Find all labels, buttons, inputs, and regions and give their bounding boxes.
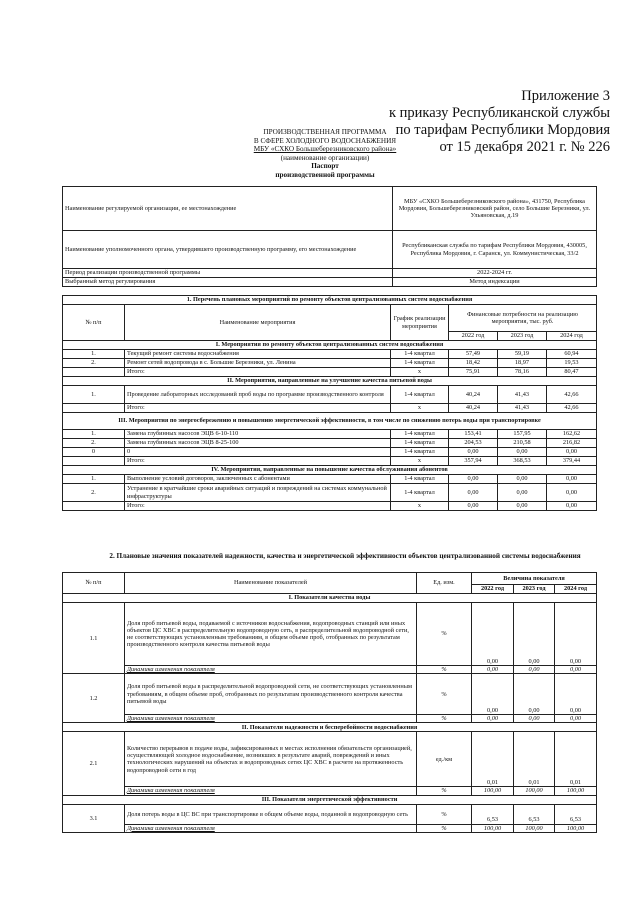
header-line-1: ПРОИЗВОДСТВЕННАЯ ПРОГРАММА — [263, 128, 387, 136]
cell-value: 75,91 — [449, 368, 498, 377]
passport-value: МБУ «СХКО Большеберезниковского района», 431750, Республика Мордовия, Большеберезниковский район, село Большие Березники, ул. Ульяновская, д.19 — [393, 187, 597, 231]
cell-name: Ремонт сетей водопровода в с. Большие Березники, ул. Ленина — [125, 359, 391, 368]
cell-schedule: х — [391, 502, 449, 511]
table-row — [63, 386, 597, 404]
total-row — [63, 404, 597, 413]
cell-value: 100,00 — [555, 787, 597, 795]
cell-dynamics-label: Динамика изменения показателя — [125, 787, 417, 795]
appendix-line-3: по тарифам Республики Мордовия — [395, 122, 610, 138]
cell-value: 100,00 — [555, 824, 597, 832]
cell-unit: % — [417, 715, 472, 723]
cell-unit: ед./км — [417, 732, 472, 787]
col-header-year-2023: 2023 год — [498, 332, 547, 341]
cell-dynamics-label: Динамика изменения показателя — [125, 824, 417, 832]
col-header-year-2022: 2022 год — [449, 332, 498, 341]
cell-value: 0,00 — [449, 475, 498, 484]
cell-value: 100,00 — [514, 787, 555, 795]
cell-value: 42,66 — [547, 386, 597, 404]
appendix-line-1: Приложение 3 — [521, 88, 610, 104]
passport-value: 2022-2024 гг. — [393, 269, 597, 278]
cell-value: 216,82 — [547, 439, 597, 448]
cell-schedule: 1-4 квартал — [391, 439, 449, 448]
cell-num: 0 — [63, 448, 125, 457]
passport-row — [63, 269, 597, 278]
table-row — [63, 448, 597, 457]
cell-value: 100,00 — [472, 787, 514, 795]
col-header-schedule: График реализации мероприятия — [391, 305, 449, 341]
cell-value: 210,58 — [498, 439, 547, 448]
cell-total-label: Итого: — [125, 368, 391, 377]
cell-value: 0,00 — [449, 484, 498, 502]
cell-value: 0,00 — [547, 484, 597, 502]
program-header — [200, 128, 450, 180]
cell-value: 0,00 — [555, 715, 597, 723]
cell-value: 57,49 — [449, 350, 498, 359]
cell-value: 41,43 — [498, 386, 547, 404]
section-title: III. Показатели энергетической эффективности — [63, 795, 597, 804]
table-row — [63, 350, 597, 359]
table-row — [63, 603, 597, 666]
cell-value: 100,00 — [472, 824, 514, 832]
col-header-num: № п/п — [63, 305, 125, 341]
table-row — [63, 804, 597, 824]
cell-value: 18,97 — [498, 359, 547, 368]
col-header-year-2023: 2023 год — [514, 585, 555, 594]
table-row — [63, 430, 597, 439]
table-row — [63, 732, 597, 787]
col-header-name: Наименование мероприятия — [125, 305, 391, 341]
cell-name: Доля проб питьевой воды в распределительной водопроводной сети, не соответствующих установленным требованиям, в общем объеме проб, отобранных по результатам производственного контроля качества питьевой воды — [125, 674, 417, 715]
cell-value: 0,00 — [555, 666, 597, 674]
cell-value: 0,00 — [547, 475, 597, 484]
table-row — [63, 484, 597, 502]
cell-total-label: Итого: — [125, 502, 391, 511]
cell-value: 40,24 — [449, 404, 498, 413]
cell-schedule: х — [391, 457, 449, 466]
cell-schedule: 1-4 квартал — [391, 475, 449, 484]
cell-name: Доля потерь воды в ЦС ВС при транспортировке в общем объеме воды, поданной в водопроводную сеть — [125, 804, 417, 824]
cell-schedule: 1-4 квартал — [391, 386, 449, 404]
cell-value: 41,43 — [498, 404, 547, 413]
dynamics-row — [63, 824, 597, 832]
header-line-5: Паспорт — [311, 162, 339, 171]
passport-row — [63, 231, 597, 269]
header-line-4: (наименование организации) — [280, 153, 370, 162]
cell-value: 6,53 — [514, 804, 555, 824]
cell-unit: % — [417, 804, 472, 824]
cell-value: 19,53 — [547, 359, 597, 368]
cell-value: 40,24 — [449, 386, 498, 404]
cell-num: 2.1 — [63, 732, 125, 795]
cell-value: 0,00 — [514, 674, 555, 715]
cell-value: 0,00 — [498, 448, 547, 457]
cell-value: 0,00 — [547, 448, 597, 457]
cell-name: Доля проб питьевой воды, подаваемой с источников водоснабжения, водопроводных станций или иных объектов ЦС ХВС в распределительную водопроводную сеть, в распределительной водопроводной сети, не соответствующих установленным требованиям, в общем объеме проб, отобранных по результатам производственного контроля качества питьевой воды — [125, 603, 417, 666]
total-row — [63, 502, 597, 511]
section-title: I. Мероприятия по ремонту объектов централизованных систем водоснабжения — [63, 341, 597, 350]
passport-label: Наименование уполномоченного органа, утвердившего производственную программу, его местонахождение — [63, 231, 393, 269]
cell-schedule: х — [391, 404, 449, 413]
cell-num: 1. — [63, 386, 125, 404]
cell-value: 0,00 — [514, 603, 555, 666]
cell-value: 59,19 — [498, 350, 547, 359]
table-row — [63, 359, 597, 368]
cell-value: 357,94 — [449, 457, 498, 466]
cell-value: 42,66 — [547, 404, 597, 413]
cell-value: 100,00 — [514, 824, 555, 832]
cell-value: 18,42 — [449, 359, 498, 368]
col-header-year-2024: 2024 год — [555, 585, 597, 594]
cell-num: 2. — [63, 439, 125, 448]
passport-label: Наименование регулируемой организации, ее местонахождение — [63, 187, 393, 231]
cell-num: 1. — [63, 350, 125, 359]
col-header-value: Величина показателя — [472, 573, 597, 585]
cell-schedule: 1-4 квартал — [391, 350, 449, 359]
cell-unit: % — [417, 674, 472, 715]
cell-value: 379,44 — [547, 457, 597, 466]
cell-num: 3.1 — [63, 804, 125, 832]
cell-value: 0,01 — [472, 732, 514, 787]
cell-schedule: 1-4 квартал — [391, 484, 449, 502]
cell-value: 0,00 — [514, 666, 555, 674]
col-header-finance: Финансовые потребности на реализацию мероприятия, тыс. руб. — [449, 305, 597, 332]
cell-value: 204,53 — [449, 439, 498, 448]
section-title: I. Показатели качества воды — [63, 594, 597, 603]
appendix-line-4: от 15 декабря 2021 г. № 226 — [439, 139, 610, 155]
total-row — [63, 457, 597, 466]
cell-value: 368,53 — [498, 457, 547, 466]
col-header-name: Наименование показателей — [125, 573, 417, 594]
cell-num: 2. — [63, 484, 125, 502]
cell-value: 0,00 — [449, 448, 498, 457]
cell-value: 0,00 — [547, 502, 597, 511]
cell-value: 0,00 — [472, 666, 514, 674]
cell-schedule: х — [391, 368, 449, 377]
cell-name: Замена глубинных насосов ЭЦВ 8-25-100 — [125, 439, 391, 448]
cell-unit: % — [417, 603, 472, 666]
cell-num: 1.2 — [63, 674, 125, 723]
cell-schedule: 1-4 квартал — [391, 359, 449, 368]
cell-total-label: Итого: — [125, 457, 391, 466]
cell-value: 0,01 — [514, 732, 555, 787]
col-header-num: № п/п — [63, 573, 125, 594]
repair-measures-table — [62, 295, 597, 511]
section-title: II. Мероприятия, направленные на улучшение качества питьевой воды — [63, 377, 597, 386]
cell-num: 2. — [63, 359, 125, 368]
cell-value: 0,00 — [555, 674, 597, 715]
cell-value: 6,53 — [472, 804, 514, 824]
cell-schedule: 1-4 квартал — [391, 430, 449, 439]
header-line-3: МБУ «СХКО Большеберезниковского района» — [253, 145, 397, 154]
header-line-6: производственной программы — [275, 170, 375, 179]
cell-value: 0,00 — [472, 603, 514, 666]
indicators-table — [62, 572, 597, 833]
col-header-year-2024: 2024 год — [547, 332, 597, 341]
cell-name: Устранение в кратчайшие сроки аварийных ситуаций и повреждений на системах коммунальной инфраструктуры — [125, 484, 391, 502]
cell-value: 0,00 — [449, 502, 498, 511]
cell-value: 0,00 — [514, 715, 555, 723]
cell-schedule: 1-4 квартал — [391, 448, 449, 457]
cell-total-label: Итого: — [125, 404, 391, 413]
section-title: IV. Мероприятия, направленные на повышение качества обслуживания абонентов — [63, 466, 597, 475]
dynamics-row — [63, 666, 597, 674]
section-title: III. Мероприятия по энергосбережению и повышению энергетической эффективности, в том числе по снижению потерь воды при транспортировке — [63, 413, 597, 430]
total-row — [63, 368, 597, 377]
dynamics-row — [63, 787, 597, 795]
passport-value: Метод индексации — [393, 278, 597, 287]
cell-value: 78,16 — [498, 368, 547, 377]
cell-value: 80,47 — [547, 368, 597, 377]
cell-value: 0,01 — [555, 732, 597, 787]
cell-value: 153,41 — [449, 430, 498, 439]
cell-num: 1.1 — [63, 603, 125, 674]
cell-value: 0,00 — [555, 603, 597, 666]
table-row — [63, 475, 597, 484]
cell-value: 162,62 — [547, 430, 597, 439]
table-row — [63, 439, 597, 448]
dynamics-row — [63, 715, 597, 723]
passport-label: Период реализации производственной программы — [63, 269, 393, 278]
cell-unit: % — [417, 824, 472, 832]
cell-value: 0,00 — [472, 715, 514, 723]
cell-value: 6,53 — [555, 804, 597, 824]
cell-value: 60,94 — [547, 350, 597, 359]
cell-name: 0 — [125, 448, 391, 457]
cell-unit: % — [417, 666, 472, 674]
col-header-unit: Ед. изм. — [417, 573, 472, 594]
cell-dynamics-label: Динамика изменения показателя — [125, 715, 417, 723]
header-line-2: В СФЕРЕ ХОЛОДНОГО ВОДОСНАБЖЕНИЯ — [253, 136, 397, 145]
cell-num: 1. — [63, 475, 125, 484]
cell-dynamics-label: Динамика изменения показателя — [125, 666, 417, 674]
passport-table — [62, 186, 597, 287]
cell-name: Проведение лабораторных исследований проб воды по программе производственного контроля — [125, 386, 391, 404]
cell-name: Замена глубинных насосов ЭЦВ 6-10-110 — [125, 430, 391, 439]
table1-title: 1. Перечень плановых мероприятий по ремонту объектов централизованных систем водоснабжения — [63, 296, 597, 305]
cell-num: 1. — [63, 430, 125, 439]
cell-name: Текущий ремонт системы водоснабжения — [125, 350, 391, 359]
passport-label: Выбранный метод регулирования — [63, 278, 393, 287]
cell-value: 0,00 — [498, 502, 547, 511]
section-title: II. Показатели надежности и бесперебойности водоснабжения — [63, 723, 597, 732]
table-row — [63, 674, 597, 715]
cell-name: Выполнение условий договоров, заключенных с абонентами — [125, 475, 391, 484]
cell-name: Количество перерывов в подаче воды, зафиксированных в местах исполнения обязательств организацией, осуществляющей холодное водоснабжение, возникших в результате аварий, повреждений и иных технологических нарушений на объектах и водопроводных сетях ЦС ХВС в расчете на протяженность водопроводной сети в год — [125, 732, 417, 787]
cell-value: 0,00 — [498, 475, 547, 484]
cell-value: 0,00 — [498, 484, 547, 502]
table2-title: 2. Плановые значения показателей надежности, качества и энергетической эффективности объектов централизованной системы водоснабжения — [109, 552, 581, 560]
appendix-line-2: к приказу Республиканской службы — [388, 105, 610, 121]
cell-value: 157,95 — [498, 430, 547, 439]
cell-value: 0,00 — [472, 674, 514, 715]
passport-row — [63, 278, 597, 287]
passport-value: Республиканская служба по тарифам Республики Мордовия, 430005, Республика Мордовия, г. Саранск, ул. Коммунистическая, 33/2 — [393, 231, 597, 269]
cell-unit: % — [417, 787, 472, 795]
col-header-year-2022: 2022 год — [472, 585, 514, 594]
passport-row — [63, 187, 597, 231]
